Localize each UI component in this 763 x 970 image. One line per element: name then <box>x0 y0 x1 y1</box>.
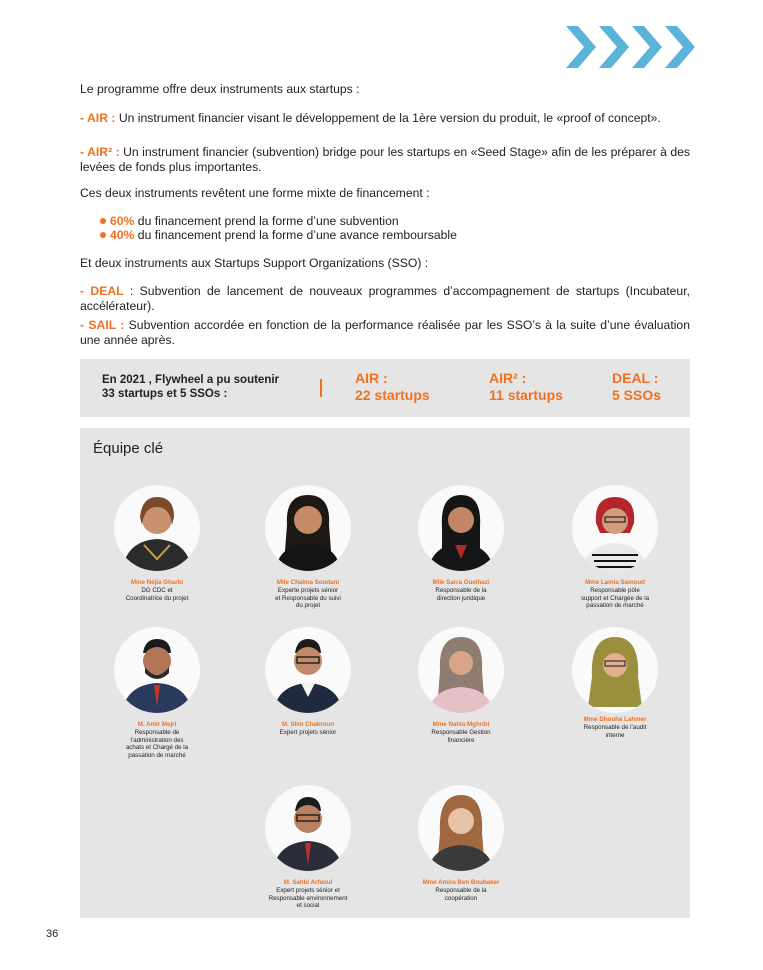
member-role-line: passation de marché <box>128 751 186 759</box>
member-name: Mlle Sarra Ouelhazi <box>432 579 490 586</box>
member-role-line: Expert projets sénior et <box>276 887 340 894</box>
member-role-line: Experte projets sénior <box>277 587 339 594</box>
sso-intro-text: Et deux instruments aux Startups Support Organizations (SSO) : <box>80 256 429 270</box>
member-name: Mme Amira Ben Boubaker <box>422 879 500 886</box>
member-role-line: Responsable environnement <box>268 894 348 902</box>
member-role-line: achats et Chargé de la <box>125 744 189 751</box>
member-name: Mme Dhouha Lahmer <box>583 716 647 723</box>
member-role-line: coopération <box>444 894 478 902</box>
instrument-text: Un instrument financier (subvention) bridge pour les startups en «Seed Stage» afin de les préparer à des levées de fonds plus importantes. <box>80 145 690 174</box>
mixed-intro-text: Ces deux instruments revêtent une forme mixte de financement : <box>80 186 430 200</box>
stat-label: AIR : <box>355 370 388 386</box>
member-name: Mme Nahla Mghribi <box>432 721 490 728</box>
member-name: M. Sahbi Arfaoui <box>283 879 333 886</box>
instrument-text: : Subvention de lancement de nouveaux programmes d’accompagnement de startups (Incubateur, accélérateur). <box>80 284 690 313</box>
member-role-line: et social <box>296 902 320 909</box>
instrument-dash: - <box>80 318 89 332</box>
member-photo <box>418 485 504 571</box>
member-photo <box>114 627 200 713</box>
member-name: M. Slim Chakroun <box>281 721 335 728</box>
instrument-deal <box>80 284 690 314</box>
mix-pct: 60% <box>110 214 135 228</box>
instrument-sail <box>80 318 690 348</box>
member-name: Mme Néjia Gharbi <box>130 579 184 586</box>
stat-label: AIR² : <box>489 370 527 386</box>
member-photo <box>572 485 658 571</box>
instrument-air <box>80 111 690 126</box>
member-name: Mme Lamia Samoud <box>585 579 645 586</box>
member-photo <box>418 785 504 871</box>
member-photo <box>114 485 200 571</box>
stat-value: 22 startups <box>355 387 430 403</box>
instrument-dash: - <box>80 111 87 125</box>
intro-text: Le programme offre deux instruments aux startups : <box>80 82 360 96</box>
member-role-line: passation de marché <box>586 602 644 609</box>
stat-air2 <box>489 370 563 404</box>
team-member <box>560 627 670 739</box>
member-photo <box>572 627 658 713</box>
team-title: Équipe clé <box>93 440 164 457</box>
member-photo <box>265 785 351 871</box>
team-member <box>406 627 516 744</box>
instrument-label: AIR : <box>87 111 116 125</box>
stats-lead <box>102 373 279 401</box>
team-member <box>253 627 363 737</box>
mix-item <box>100 228 457 243</box>
member-role-line: Expert projets sénior <box>279 729 337 736</box>
member-role-line: Coordinatrice du projet <box>125 594 189 602</box>
member-role-line: DG CDC et <box>141 587 173 594</box>
stat-air <box>355 370 430 404</box>
member-role-line: financière <box>447 736 475 744</box>
member-photo <box>265 485 351 571</box>
instrument-label: SAIL : <box>88 318 125 332</box>
member-role-line: du projet <box>295 602 321 609</box>
team-member <box>560 485 670 610</box>
member-role-line: interne <box>605 731 625 739</box>
team-section <box>80 428 690 918</box>
stat-deal <box>612 370 661 404</box>
team-member <box>253 785 363 910</box>
member-role-line: Responsable de <box>134 729 180 736</box>
team-member <box>406 785 516 902</box>
mix-text: du financement prend la forme d’une subvention <box>134 214 399 228</box>
instrument-dash: - <box>80 145 88 159</box>
stats-lead-line: En 2021 , Flywheel a pu soutenir <box>102 374 280 386</box>
stats-lead-line: 33 startups et 5 SSOs : <box>102 388 228 400</box>
stats-separator <box>320 379 322 397</box>
stat-value: 5 SSOs <box>612 387 662 403</box>
stat-label: DEAL : <box>612 370 659 386</box>
member-role-line: direction juridique <box>436 594 486 602</box>
stats-box <box>80 359 690 417</box>
instrument-label: DEAL <box>90 284 124 298</box>
instrument-dash: - <box>80 284 91 298</box>
mix-text: du financement prend la forme d’une avance remboursable <box>134 228 457 242</box>
team-member <box>102 627 212 759</box>
member-role-line: Responsable pôle <box>590 587 640 594</box>
bullet-dot-icon <box>100 218 106 224</box>
member-role-line: Responsable Gestion <box>431 729 491 736</box>
mix-item <box>100 214 399 229</box>
team-member <box>102 485 212 602</box>
instrument-text: Subvention accordée en fonction de la performance réalisée par les SSO’s à la suite d’une évaluation une année après. <box>80 318 690 347</box>
team-member <box>406 485 516 602</box>
team-member <box>253 485 363 610</box>
bullet-dot-icon <box>100 232 106 238</box>
instrument-text: Un instrument financier visant le développement de la 1ère version du produit, le «proof of concept». <box>115 111 661 125</box>
member-role-line: et Responsable du suivi <box>275 594 341 602</box>
mix-pct: 40% <box>110 228 135 242</box>
stat-value: 11 startups <box>489 387 563 403</box>
member-role-line: l’administration des <box>130 736 184 744</box>
member-photo <box>418 627 504 713</box>
member-photo <box>265 627 351 713</box>
member-name: Mlle Chaima Soudani <box>276 579 340 586</box>
member-role-line: support et Chargée de la <box>580 594 650 602</box>
page-number: 36 <box>46 928 59 940</box>
member-role-line: Responsable de l’audit <box>583 724 647 731</box>
member-name: M. Amir Mejri <box>137 721 177 728</box>
instrument-air2 <box>80 145 690 175</box>
chevrons-decoration-icon <box>566 24 698 70</box>
member-role-line: Responsable de la <box>435 587 487 594</box>
member-role-line: Responsable de la <box>435 887 487 894</box>
instrument-label: AIR² : <box>87 145 120 159</box>
